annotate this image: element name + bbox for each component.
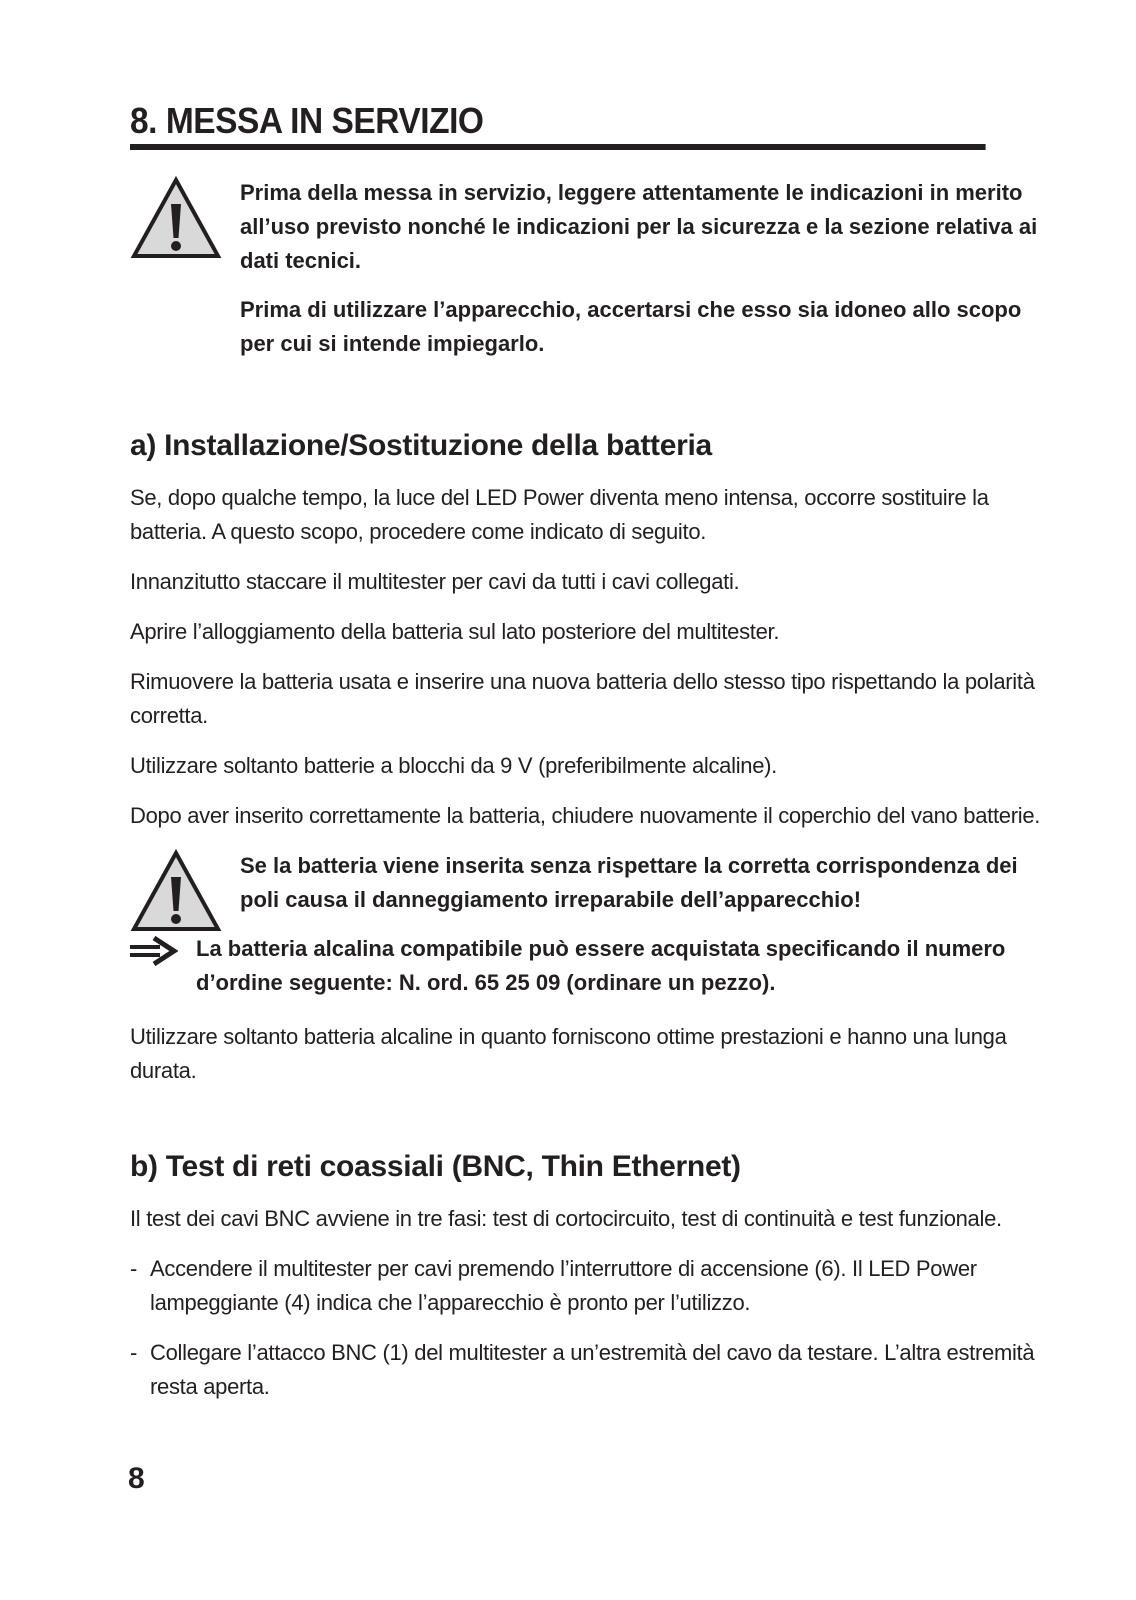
list-dash: - — [130, 1340, 138, 1365]
intro-warning-text-1: Prima della messa in servizio, leggere attentamente le indicazioni in merito all’uso previsto nonché le indicazioni per la sicurezza e la sezione relativa ai dati tecnici. — [240, 180, 1038, 273]
list-dash: - — [130, 1256, 138, 1281]
section-a-paragraph: Aprire l’alloggiamento della batteria sul lato posteriore del multitester. — [130, 619, 780, 644]
warning-triangle-icon — [130, 849, 222, 933]
battery-warning — [130, 849, 1050, 917]
page-number: 8 — [128, 1462, 145, 1495]
page-content — [130, 100, 1050, 1420]
list-item — [130, 1336, 1050, 1404]
section-b-steps — [130, 1252, 1050, 1404]
section-a-paragraph: Innanzitutto staccare il multitester per cavi da tutti i cavi collegati. — [130, 569, 740, 594]
list-item-text: Collegare l’attacco BNC (1) del multitester a un’estremità del cavo da testare. L’altra estremità resta aperta. — [150, 1340, 1035, 1399]
section-a-paragraph: Rimuovere la batteria usata e inserire una nuova batteria dello stesso tipo rispettando la polarità corretta. — [130, 669, 1035, 728]
page-title: 8. MESSA IN SERVIZIO — [130, 100, 986, 150]
list-item-text: Accendere il multitester per cavi premendo l’interruttore di accensione (6). Il LED Power lampeggiante (4) indica che l’apparecchio è pronto per l’utilizzo. — [150, 1256, 977, 1315]
intro-warning-text-2: Prima di utilizzare l’apparecchio, accertarsi che esso sia idoneo allo scopo per cui si intende impiegarlo. — [240, 297, 1022, 356]
section-a-paragraph: Dopo aver inserito correttamente la batteria, chiudere nuovamente il coperchio del vano batterie. — [130, 803, 1041, 828]
warning-triangle-icon — [130, 176, 222, 260]
battery-warning-text: Se la batteria viene inserita senza rispettare la corretta corrispondenza dei poli causa il danneggiamento irreparabile dell’apparecchio! — [240, 853, 1018, 912]
section-a-paragraph: Se, dopo qualche tempo, la luce del LED Power diventa meno intensa, occorre sostituire la batteria. A questo scopo, procedere come indicato di seguito. — [130, 485, 989, 544]
battery-note-text: La batteria alcalina compatibile può essere acquistata specificando il numero d’ordine seguente: N. ord. 65 25 09 (ordinare un pezzo). — [196, 936, 1006, 995]
section-a-title: a) Installazione/Sostituzione della batteria — [130, 429, 712, 462]
intro-warning — [130, 176, 1050, 361]
section-b-title: b) Test di reti coassiali (BNC, Thin Ethernet) — [130, 1150, 741, 1183]
list-item — [130, 1252, 1050, 1320]
arrow-right-icon — [130, 936, 178, 966]
battery-note — [130, 932, 1050, 1000]
section-b-intro: Il test dei cavi BNC avviene in tre fasi: test di cortocircuito, test di continuità e test funzionale. — [130, 1206, 1002, 1231]
section-a-closing: Utilizzare soltanto batteria alcaline in quanto forniscono ottime prestazioni e hanno una lunga durata. — [130, 1024, 1007, 1083]
section-a-paragraph: Utilizzare soltanto batterie a blocchi da 9 V (preferibilmente alcaline). — [130, 753, 777, 778]
